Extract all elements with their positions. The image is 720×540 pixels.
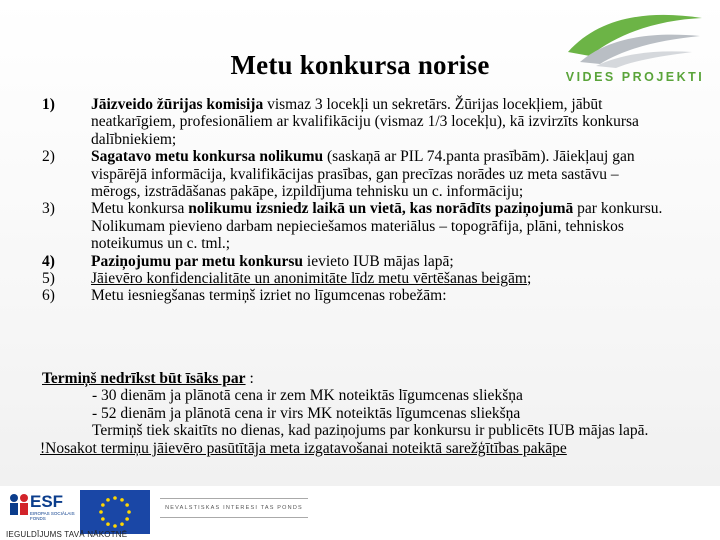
step-item	[42, 253, 672, 270]
eu-flag-icon	[80, 490, 150, 534]
step-item	[42, 287, 672, 304]
eu-star-icon	[120, 498, 124, 502]
step-item	[42, 96, 672, 148]
step-item	[42, 148, 672, 200]
terms-heading-suffix: :	[245, 370, 254, 387]
eu-star-icon	[106, 498, 110, 502]
step-text	[91, 287, 672, 304]
partner-banner: NEVALSTISKAS INTERESI TAS PONDS	[160, 498, 308, 518]
step-text-part: vismaz 3 locekļi un sekretārs. Žūrijas locekļiem, jābūt neatkarīgiem, profesionāliem ar kvalifikāciju (vismaz 1/3 locekļu), kā izvirzīts konkursa dalībniekiem;	[91, 96, 639, 148]
terms-note: !Nosakot termiņu jāievēro pasūtītāja meta izgatavošanai noteiktā sarežģītības pakāpe	[40, 439, 567, 457]
step-text-part: ievieto IUB mājas lapā;	[303, 252, 454, 270]
step-number: 1)	[42, 96, 55, 113]
step-text	[91, 200, 672, 252]
eu-star-icon	[113, 496, 117, 500]
terms-heading-line	[42, 370, 672, 387]
logo-text: VIDES PROJEKTI	[565, 70, 705, 84]
step-text-part: Paziņojumu par metu konkursu	[91, 252, 304, 270]
step-text	[91, 270, 672, 287]
step-number: 4)	[42, 252, 55, 270]
step-text-part: Jāievēro konfidencialitāte un anonimitāte līdz metu vērtēšanas beigām	[91, 270, 527, 288]
term-line-1: - 30 dienām ja plānotā cena ir zem MK noteiktās līgumcenas sliekšņa	[92, 387, 523, 405]
steps-list	[42, 96, 672, 305]
esf-label: ESF	[30, 492, 64, 511]
step-text-part: Metu iesniegšanas termiņš izriet no līgumcenas robežām:	[91, 287, 447, 305]
step-number: 2)	[42, 148, 55, 166]
footer-slogan: IEGULDĪJUMS TAVĀ NĀKOTNĒ	[6, 530, 128, 539]
term-line-3: Termiņš tiek skaitīts no dienas, kad paziņojums par konkursu ir publicēts IUB mājas lapā.	[92, 422, 649, 440]
terms-block	[42, 370, 672, 457]
step-text-part: ;	[527, 270, 532, 288]
step-item	[42, 200, 672, 252]
eu-star-icon	[125, 517, 129, 521]
eu-star-icon	[99, 510, 103, 514]
step-text-part: par konkursu. Nolikumam pievieno darbam nepieciešamos materiālus – topogrāfija, plāni, tehniskos noteikumus un c. tml.;	[91, 200, 663, 253]
step-number: 6)	[42, 287, 55, 305]
eu-star-icon	[127, 510, 131, 514]
step-text	[91, 148, 672, 200]
term-line-2: - 52 dienām ja plānotā cena ir virs MK noteiktās līgumcenas sliekšņa	[92, 404, 521, 422]
leaf-wings-icon	[560, 8, 710, 68]
step-text	[91, 253, 672, 270]
eu-star-icon	[106, 522, 110, 526]
footer-logos	[0, 486, 720, 540]
step-item	[42, 270, 672, 287]
eu-star-icon	[125, 503, 129, 507]
esf-sub-label: EIROPAS SOCIĀLAIS FONDS	[30, 511, 75, 521]
eu-star-icon	[101, 503, 105, 507]
slide-title: Metu konkursa norise	[230, 50, 490, 80]
step-text-part: Metu konkursa	[91, 200, 189, 218]
step-number: 3)	[42, 200, 55, 218]
step-text-part: (saskaņā ar PIL 74.panta prasībām). Jāiekļauj gan vispārējā informācija, kvalifikācijas prasības, gan precīzas norādes uz meta sastāvu – mērogs, izstrādāšanas pakāpe, izpildījuma tehnisku un c. informāciju;	[91, 148, 635, 201]
step-text	[91, 96, 672, 148]
eu-star-icon	[120, 522, 124, 526]
eu-star-icon	[113, 524, 117, 528]
eu-star-icon	[101, 517, 105, 521]
step-text-part: Jāizveido žūrijas komisija	[91, 96, 264, 113]
terms-heading: Termiņš nedrīkst būt īsāks par	[42, 370, 246, 387]
step-number: 5)	[42, 270, 55, 288]
vides-projekti-logo	[560, 8, 710, 90]
step-text-part: nolikumu izsniedz laikā un vietā, kas norādīts paziņojumā	[188, 200, 574, 218]
step-text-part: Sagatavo metu konkursa nolikumu	[91, 148, 324, 166]
